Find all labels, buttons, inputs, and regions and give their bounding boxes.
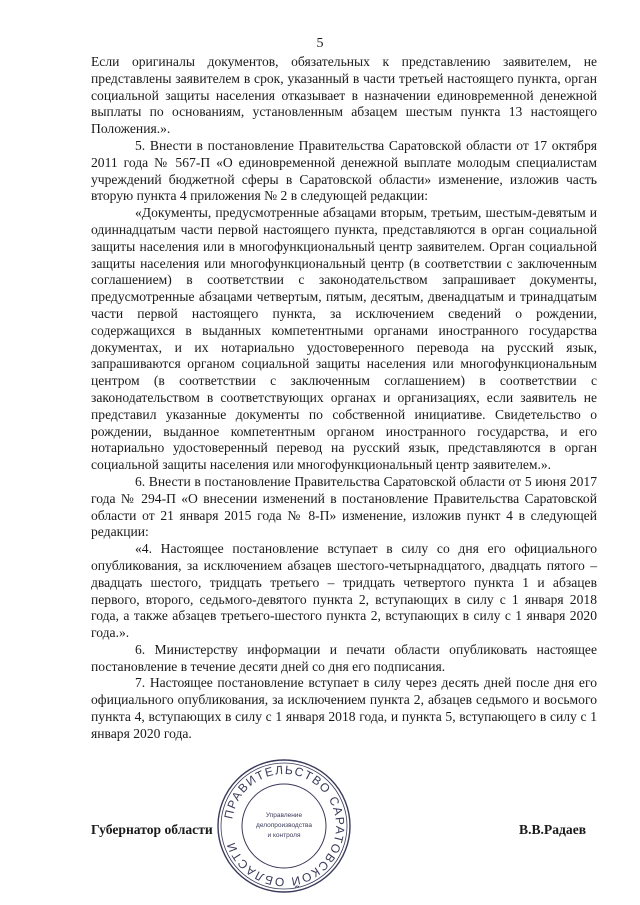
official-seal [215, 757, 353, 895]
paragraph: Если оригиналы документов, обязательных к представлению заявителем, не представлены заявителем в срок, указанный в части третьей настоящего пункта, орган социальной защиты населения отказывает в назначении единовременной денежной выплаты по основаниям, установленным абзацем шестым пункта 13 настоящего Положения.». [91, 54, 597, 137]
signature-position: Губернатор области [91, 822, 213, 837]
paragraph: 7. Настоящее постановление вступает в силу через десять дней после дня его официального опубликования, за исключением пункта 2, абзацев седьмого и восьмого пункта 4, вступающих в силу с 1 января 2018 года, и пункта 5, вступающего в силу с 1 января 2020 года. [91, 675, 597, 741]
svg-text:делопроизводства: делопроизводства [256, 822, 312, 829]
svg-text:и контроля: и контроля [267, 832, 301, 839]
signature-name: В.В.Радаев [519, 822, 587, 837]
paragraph: 5. Внести в постановление Правительства Саратовской области от 17 октября 2011 года № 567-П «О единовременной денежной выплате молодым специалистам учреждений бюджетной сферы в Саратовской области» изменение, изложив часть вторую пункта 4 приложения № 2 в следующей редакции: [91, 137, 597, 204]
paragraph: «Документы, предусмотренные абзацами вторым, третьим, шестым-девятым и одиннадцатым части первой настоящего пункта, представляются в орган социальной защиты населения или в многофункциональный центр заявителем. Орган социальной защиты населения или многофункциональный центр (в соответствии с заключенным соглашением) в соответствии с законодательством запрашивает документы, предусмотренные абзацами четвертым, пятым, десятым, двенадцатым и тринадцатым части первой настоящего пункта, за исключением сведений о рождении, содержащихся в выданных компетентными органами иностранного государства документах, и их нотариально удостоверенного перевода на русский язык, запрашиваются органом социальной защиты населения или многофункциональным центром (в соответствии с заключенным соглашением) в соответствии с законодательством в соответствующих органах и организациях, если заявитель не представил указанные документы по собственной инициативе. Свидетельство о рождении, выданное компетентным органом иностранного государства, и его нотариально удостоверенный перевод на русский язык, представляются в орган социальной защиты населения или многофункциональный центр заявителем.». [91, 205, 597, 473]
document-body [91, 54, 597, 743]
svg-text:ПРАВИТЕЛЬСТВО САРАТОВСКОЙ ОБЛА: ПРАВИТЕЛЬСТВО САРАТОВСКОЙ ОБЛАСТИ [221, 762, 348, 890]
svg-text:Управление: Управление [265, 812, 303, 819]
paragraph: «4. Настоящее постановление вступает в силу со дня его официального опубликования, за исключением абзацев шестого-четырнадцатого, двадцать пятого – двадцать шестого, тридцать третьего – тридцать четвертого пункта 1 и абзацев первого, второго, седьмого-девятого пункта 2, вступающих в силу с 1 января 2018 года, а также абзацев третьего-шестого пункта 2, вступающих в силу с 1 января 2020 года.». [91, 541, 597, 641]
paragraph: 6. Министерству информации и печати области опубликовать настоящее постановление в течение десяти дней со дня его подписания. [91, 641, 597, 674]
paragraph: 6. Внести в постановление Правительства Саратовской области от 5 июня 2017 года № 294-П «О внесении изменений в постановление Правительства Саратовской области от 21 января 2015 года № 8-П» изменение, изложив пункт 4 в следующей редакции: [91, 473, 597, 540]
page-number: 5 [316, 36, 324, 51]
